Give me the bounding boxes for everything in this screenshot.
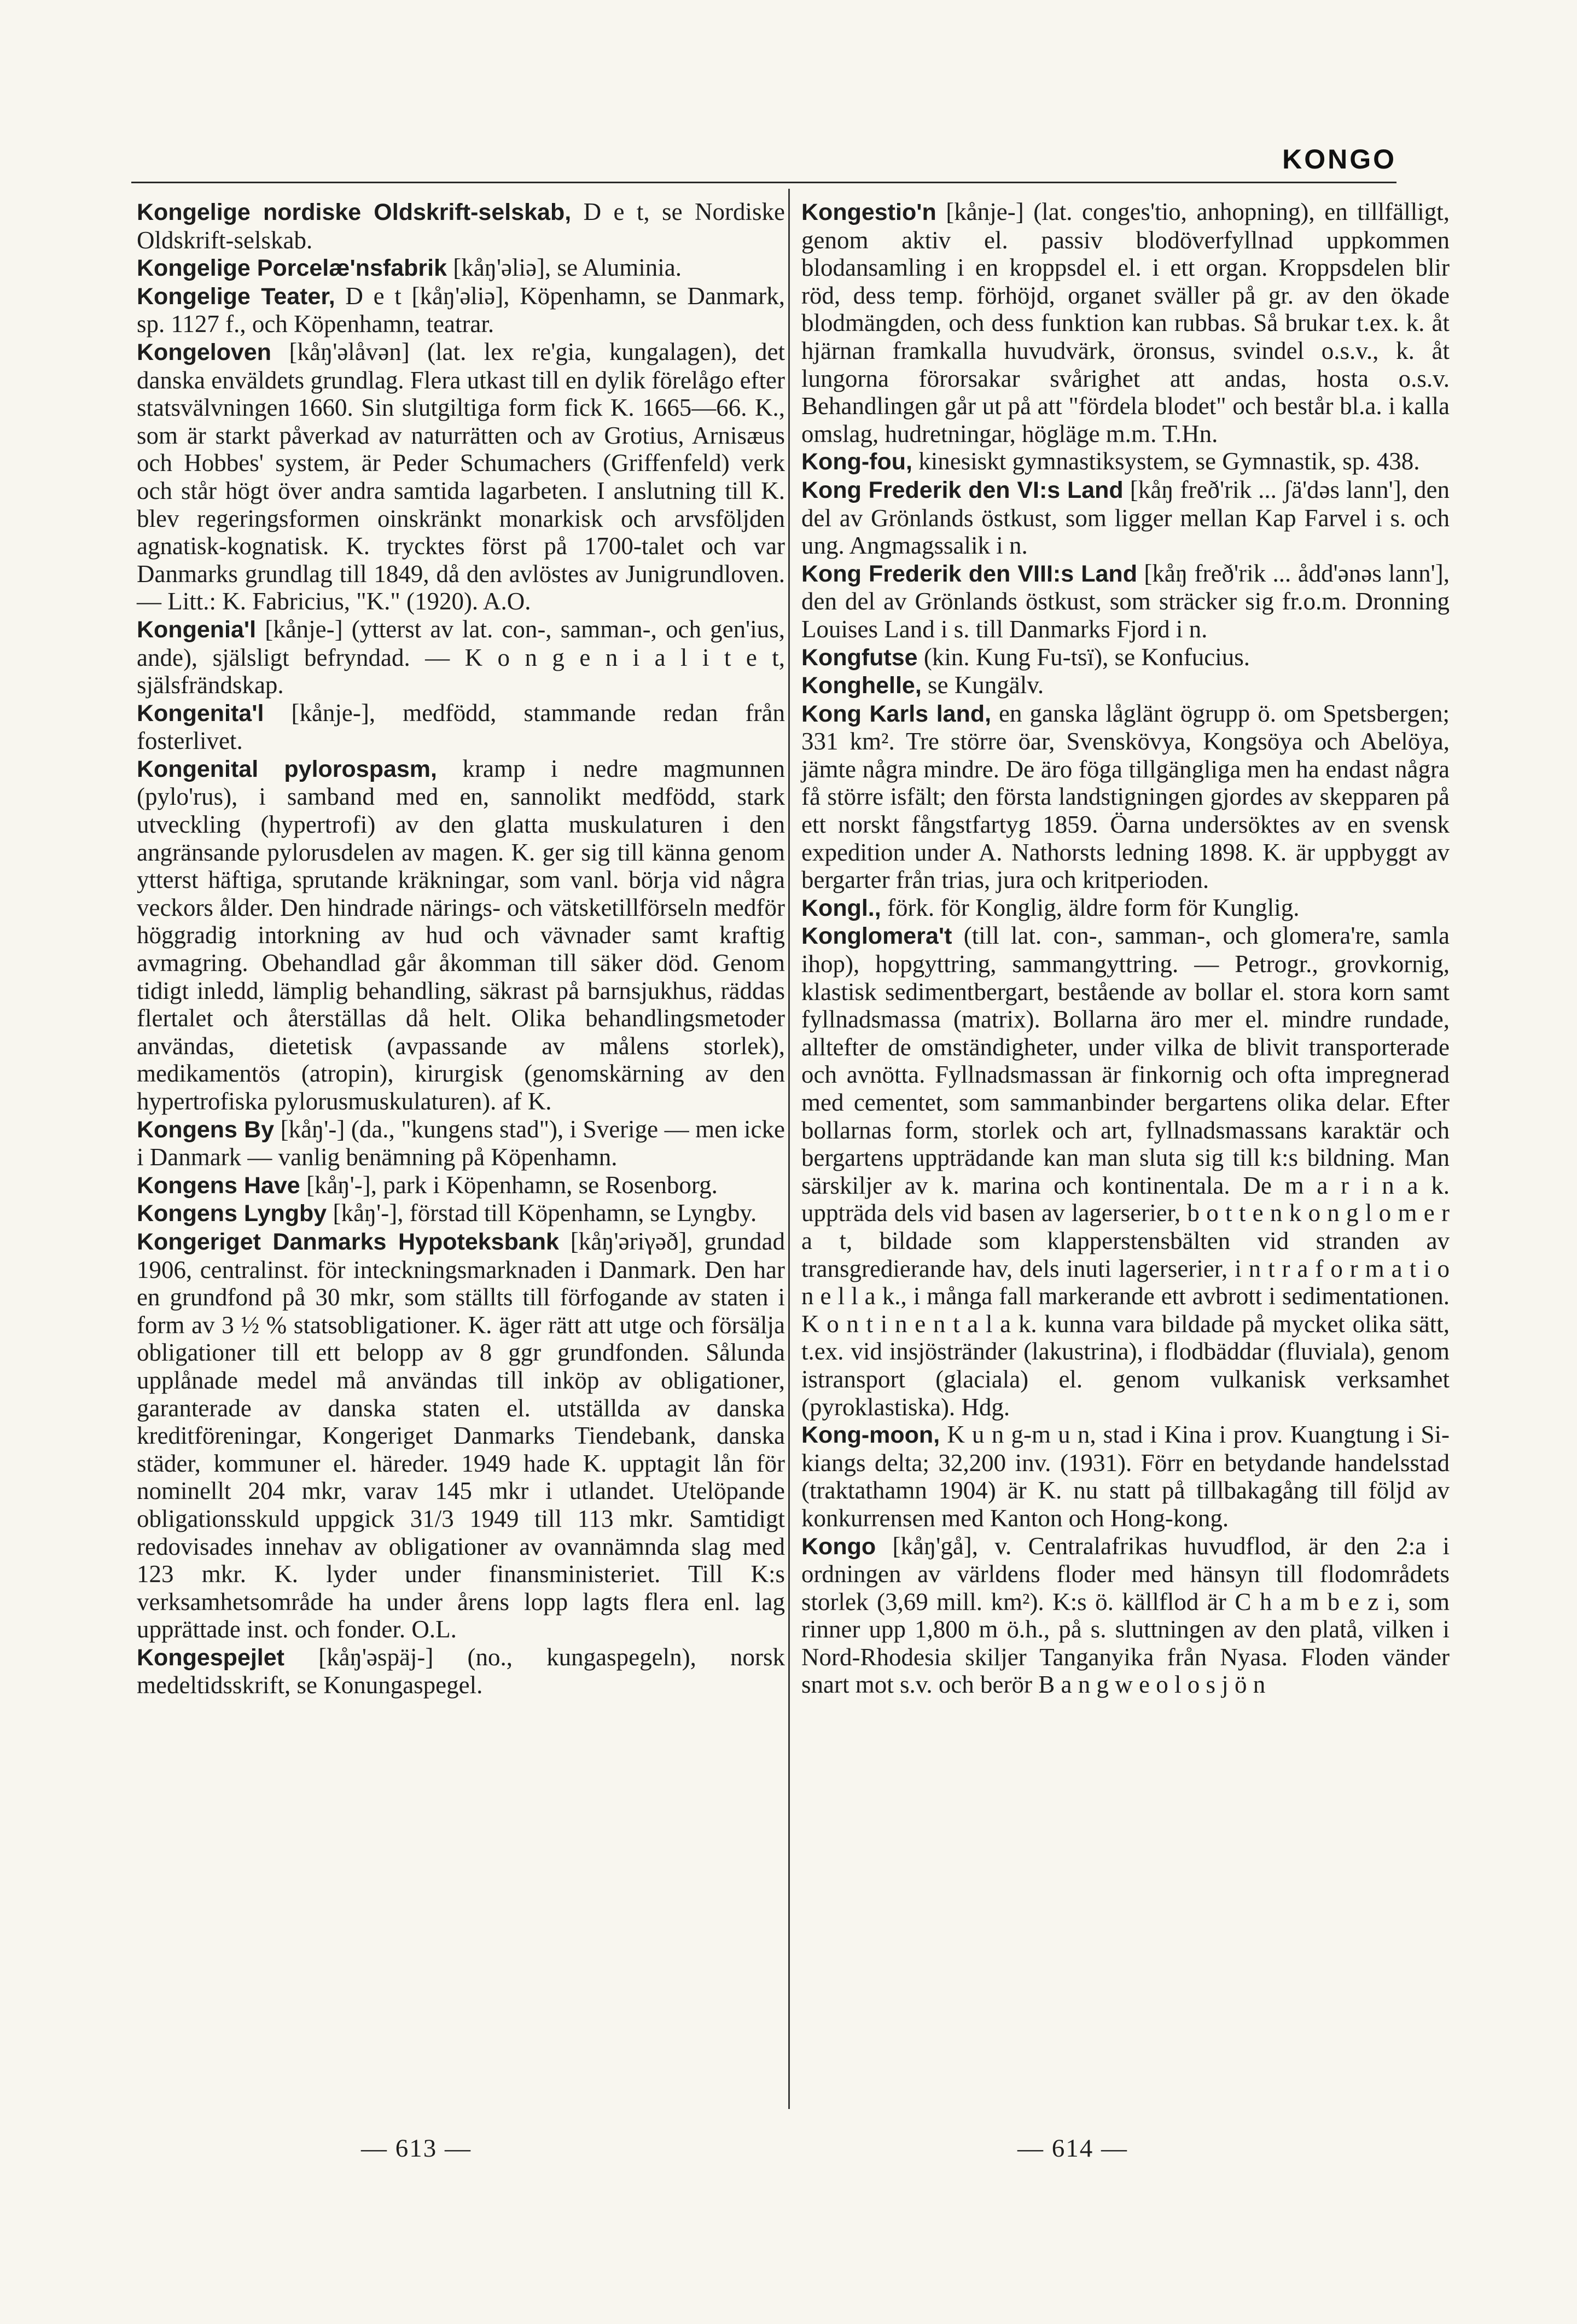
entry-headword: Kongeloven: [137, 339, 272, 365]
entry-headword: Kongfutse: [801, 644, 918, 671]
dictionary-entry: [801, 560, 1450, 643]
dictionary-entry: [137, 198, 785, 254]
entry-text: D e t, se Nordiske Oldskrift-selskab.: [137, 198, 785, 254]
page-number-right: — 614 —: [1017, 2134, 1128, 2163]
entry-headword: Kongo: [801, 1533, 876, 1560]
entry-headword: Kongenia'l: [137, 616, 257, 643]
entry-text: [kåŋ'əriγəð], grundad 1906, centralinst. för inteckningsmarknaden i Danmark. Den har en grundfond på 30 mkr, som ställts till förfogande av staten i form av 3 ½ % statsobligationer. K. äger rätt att utge och försälja obligationer till ett belopp av 8 ggr grundfonden. Sålunda upplånade medel må användas till inköp av obligationer, garanterade av danska staten el. utställda av danska kreditföreningar, Kongeriget Danmarks Tiendebank, danska städer, kommuner el. häreder. 1949 hade K. upptagit lån för nominellt 204 mkr, varav 145 mkr i utlandet. Utelöpande obligationsskuld uppgick 31/3 1949 till 113 mkr. Samtidigt redovisades innehav av obligationer av ovannämnda slag med 123 mkr. K. lyder under finansministeriet. Till K:s verksamhetsområde ha under årens lopp lagts flera enl. lag upprättade inst. och fonder. O.L.: [137, 1227, 785, 1643]
dictionary-entry: [137, 699, 785, 755]
dictionary-entry: [801, 198, 1450, 448]
dictionary-entry: [801, 922, 1450, 1421]
entry-headword: Kongelige nordiske Oldskrift-selskab,: [137, 199, 572, 225]
entry-text: [kåŋ'əliə], se Aluminia.: [446, 254, 682, 282]
entry-headword: Kongens Have: [137, 1172, 300, 1199]
entry-headword: Kongelige Teater,: [137, 283, 335, 310]
entry-headword: Kongl.,: [801, 894, 881, 921]
entry-text: [kåŋ'əlåvən] (lat. lex re'gia, kungalagen), det danska enväldets grundlag. Flera utkast till en dylik förelågo efter statsvälvningen 1660. Sin slutgiltiga form fick K. 1665—66. K., som är starkt påverkad av naturrätten och av Grotius, Arnisæus och Hobbes' system, är Peder Schumachers (Griffenfeld) verk och står högt över andra samtida lagarbeten. I anslutning till K. blev regeringsformen oinskränkt monarkisk och arvsföljden agnatisk-kognatisk. K. trycktes först på 1700-talet och var Danmarks grundlag till 1849, då den avlöstes av Junigrundloven. — Litt.: K. Fabricius, "K." (1920). A.O.: [137, 338, 785, 615]
entry-text: (till lat. con-, samman-, och glomera're, samla ihop), hopgyttring, sammangyttring. — Petrogr., grovkornig, klastisk sedimentbergart, bestående av bollar el. stora korn samt fyllnadsmassa (matrix). Bollarna äro mer el. mindre rundade, alltefter de omständigheter, under vilka de blivit transporterade och avnötta. Fyllnadsmassan är finkornig och ofta impregnerad med cementet, som sammanbinder bergartens olika delar. Efter bollarnas form, storlek och art, fyllnadsmassans karaktär och bergartens uppträdande kan man sluta sig till k:s bildning. Man särskiljer av k. marina och kontinentala. De m a r i n a k. uppträda dels vid basen av lagerserier, b o t t e n k o n g l o m e r a t, bildade som klapperstensbälten vid stranden av transgredierande hav, dels inuti lagerserier, i n t r a f o r m a t i o n e l l a k., i många fall markerande ett avbrott i sedimentationen. K o n t i n e n t a l a k. kunna vara bildade på mycket olika sätt, t.ex. vid insjöstränder (lakustrina), i flodbäddar (fluviala), genom istransport (glaciala) el. genom vulkanisk verksamhet (pyroklastiska). Hdg.: [801, 922, 1450, 1421]
entry-text: [kåŋ freð'rik ... ådd'ənəs lann'], den del av Grönlands östkust, som sträcker sig fr.o.m. Dronning Louises Land i s. till Danmarks Fjord i n.: [801, 559, 1450, 643]
entry-text: kramp i nedre magmunnen (pylo'rus), i samband med en, sannolikt medfödd, stark utveckling (hypertrofi) av den glatta muskulaturen i den angränsande pylorusdelen av magen. K. ger sig till känna genom ytterst häftiga, sprutande kräkningar, som vanl. börja vid några veckors ålder. Den hindrade närings- och vätsketillförseln medför höggradig intorkning av hud och vävnader samt kraftig avmagring. Obehandlad går åkomman till säker död. Genom tidigt inledd, lämplig behandling, säkrast på barnsjukhus, räddas flertalet och återställas då helt. Olika behandlingsmetoder användas, dietetisk (avpassande av målens storlek), medikamentös (atropin), kirurgisk (genomskärning av den hypertrofiska pylorusmuskulaturen). af K.: [137, 754, 785, 1115]
entry-text: [kåŋ'-], park i Köpenhamn, se Rosenborg.: [300, 1171, 718, 1199]
dictionary-entry: [137, 1199, 785, 1228]
entry-headword: Kong-fou,: [801, 449, 912, 475]
entry-headword: Konghelle,: [801, 672, 922, 699]
dictionary-entry: [137, 1115, 785, 1171]
dictionary-entry: [137, 1171, 785, 1200]
dictionary-entry: [137, 338, 785, 615]
column-divider: [788, 189, 790, 2109]
entry-text: en ganska låglänt ögrupp ö. om Spetsbergen; 331 km². Tre större öar, Svenskövya, Kongsöya och Abelöya, jämte några mindre. De äro föga tillgängliga men ha endast några få större isfält; den första landstigningen gjordes av skepparen på ett norskt fångstfartyg 1859. Öarna undersöktes av en svensk expedition under A. Nathorsts ledning 1898. K. är uppbyggt av bergarter från trias, jura och kritperioden.: [801, 699, 1450, 894]
entry-headword: Kong Frederik den VI:s Land: [801, 477, 1124, 503]
entry-headword: Kongens By: [137, 1116, 275, 1143]
dictionary-entry: [137, 282, 785, 338]
dictionary-entry: [801, 1421, 1450, 1532]
right-column: [801, 198, 1450, 1699]
entry-headword: Kongenital pylorospasm,: [137, 756, 437, 782]
dictionary-entry: [137, 755, 785, 1115]
entry-text: [kåŋ'-], förstad till Köpenhamn, se Lyngby.: [327, 1199, 757, 1227]
entry-text: se Kungälv.: [921, 671, 1044, 699]
entry-headword: Kongenita'l: [137, 700, 264, 727]
dictionary-entry: [137, 254, 785, 282]
entry-text: [kåŋ'gå], v. Centralafrikas huvudflod, är den 2:a i ordningen av världens floder med hänsyn till flodområdets storlek (3,69 mill. km²). K:s ö. källflod är C h a m b e z i, som rinner upp 1,800 m ö.h., på s. sluttningen av den platå, vilken i Nord-Rhodesia skiljer Tanganyika från Nyasa. Floden vänder snart mot s.v. och berör B a n g w e o l o s j ö n: [801, 1532, 1450, 1699]
entry-headword: Konglomera't: [801, 923, 952, 950]
entry-headword: Kongestio'n: [801, 199, 936, 225]
entry-text: [kånje-] (lat. conges'tio, anhopning), en tillfälligt, genom aktiv el. passiv blodöverfyllnad uppkommen blodansamling i en kroppsdel el. i ett organ. Kroppsdelen blir röd, dess temp. förhöjd, organet sväller på gr. av den ökade blodmängden, och dess funktion kan rubbas. Så brukar t.ex. k. åt hjärnan framkalla huvudvärk, öronsus, svindel o.s.v., k. åt lungorna förorsakar svårighet att andas, hosta o.s.v. Behandlingen går ut på att "fördela blodet" och består bl.a. i kalla omslag, hudretningar, högläge m.m. T.Hn.: [801, 198, 1450, 448]
entry-text: K u n g-m u n, stad i Kina i prov. Kuangtung i Si-kiangs delta; 32,200 inv. (1931). Förr en betydande handelsstad (traktathamn 1904) är K. nu statt på tillbakagång till följd av konkurrensen med Kanton och Hong-kong.: [801, 1421, 1450, 1532]
entry-text: förk. för Konglig, äldre form för Kunglig.: [881, 893, 1300, 921]
entry-headword: Kongespejlet: [137, 1644, 284, 1671]
entry-text: [kåŋ'-] (da., "kungens stad"), i Sverige — men icke i Danmark — vanlig benämning på Köpenhamn.: [137, 1115, 785, 1171]
running-head: KONGO: [1282, 144, 1396, 175]
entry-text: kinesiskt gymnastiksystem, se Gymnastik, sp. 438.: [912, 448, 1420, 475]
dictionary-entry: [137, 615, 785, 699]
entry-headword: Kongeriget Danmarks Hypoteksbank: [137, 1228, 559, 1255]
dictionary-entry: [137, 1228, 785, 1643]
entry-text: [kåŋ'əspäj-] (no., kungaspegeln), norsk medeltidsskrift, se Konungaspegel.: [137, 1643, 785, 1699]
entry-text: (kin. Kung Fu-tsï), se Konfucius.: [917, 643, 1250, 671]
entry-headword: Kongens Lyngby: [137, 1200, 327, 1227]
header-rule: [131, 182, 1396, 183]
page-number-left: — 613 —: [361, 2134, 472, 2163]
dictionary-entry: [801, 643, 1450, 672]
entry-headword: Kong Frederik den VIII:s Land: [801, 560, 1137, 587]
left-column: [137, 198, 785, 1699]
entry-headword: Kong Karls land,: [801, 700, 992, 727]
entry-text: [kåŋ freð'rik ... ʃä'dəs lann'], den del av Grönlands östkust, som ligger mellan Kap Farvel i s. och ung. Angmagssalik i n.: [801, 475, 1450, 560]
dictionary-entry: [801, 894, 1450, 922]
dictionary-entry: [801, 448, 1450, 476]
dictionary-entry: [801, 700, 1450, 894]
dictionary-entry: [137, 1643, 785, 1699]
entry-text: [kånje-] (ytterst av lat. con-, samman-, och gen'ius, ande), själsligt befryndad. — K o n g e n i a l i t e t, själsfrändskap.: [137, 615, 785, 699]
dictionary-entry: [801, 1532, 1450, 1699]
entry-text: [kånje-], medfödd, stammande redan från fosterlivet.: [137, 699, 785, 755]
entry-text: D e t [kåŋ'əliə], Köpenhamn, se Danmark, sp. 1127 f., och Köpenhamn, teatrar.: [137, 282, 785, 338]
dictionary-entry: [801, 671, 1450, 700]
entry-headword: Kongelige Porcelæ'nsfabrik: [137, 255, 447, 282]
dictionary-entry: [801, 476, 1450, 560]
entry-headword: Kong-moon,: [801, 1422, 940, 1449]
